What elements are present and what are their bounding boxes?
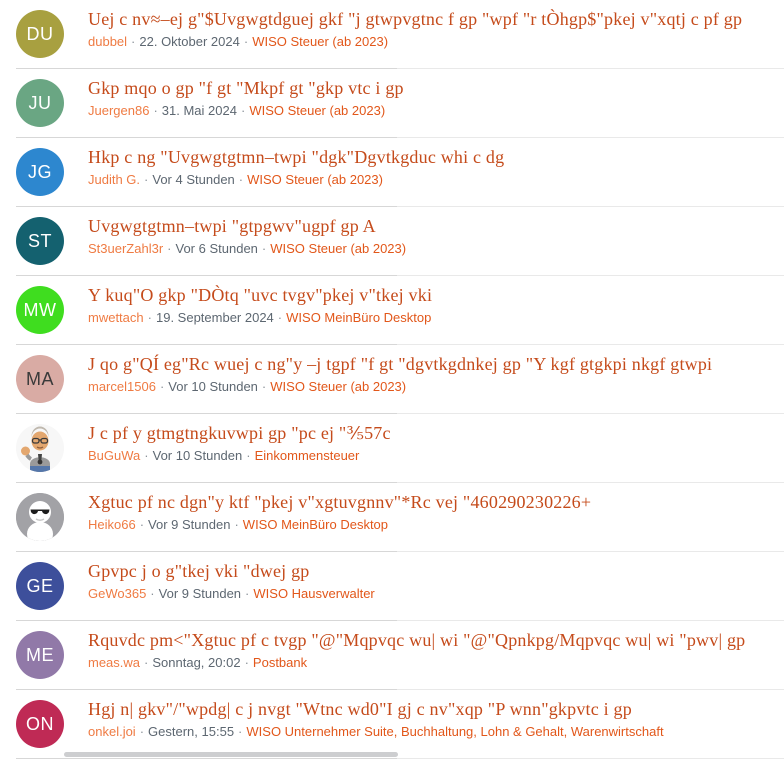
meta-separator: ·: [245, 586, 250, 601]
avatar[interactable]: [16, 562, 64, 610]
topic-row: [0, 276, 784, 345]
topic-date: Vor 10 Stunden: [168, 379, 258, 394]
topic-row: [0, 207, 784, 276]
topic-row: [0, 414, 784, 483]
meta-separator: ·: [144, 448, 149, 463]
topic-title-link[interactable]: Rquvdc pm<"Xgtuc pf c tvgp "@"Mqpvqc wu| wi "@"Qpnkpg/Mqpvqc wu| wi "pwv| gp: [88, 630, 746, 650]
topic-author-link[interactable]: dubbel: [88, 34, 128, 49]
topic-category-link[interactable]: WISO MeinBüro Desktop: [242, 517, 389, 532]
topic-meta: [88, 310, 776, 326]
topic-row: [0, 690, 784, 759]
topic-title-link[interactable]: Y kuq"O gkp "DÒtq "uvc tvgv"pkej v"tkej vki: [88, 285, 433, 305]
topic-meta: [88, 172, 776, 188]
avatar[interactable]: [16, 217, 64, 265]
avatar-initials: MA: [26, 368, 54, 389]
meta-separator: ·: [147, 310, 152, 325]
topic-date: Gestern, 15:55: [148, 724, 235, 739]
meta-separator: ·: [234, 517, 239, 532]
topic-meta: [88, 448, 776, 464]
horizontal-scrollbar-thumb[interactable]: [64, 752, 398, 757]
meta-separator: ·: [238, 724, 243, 739]
avatar-initials: JU: [28, 92, 52, 113]
topic-author-link[interactable]: GeWo365: [88, 586, 147, 601]
topic-meta: [88, 586, 776, 602]
avatar[interactable]: [16, 79, 64, 127]
meta-separator: ·: [244, 655, 249, 670]
avatar-initials: JG: [27, 161, 52, 182]
topic-row: [0, 0, 784, 69]
topic-category-link[interactable]: WISO Steuer (ab 2023): [249, 103, 386, 118]
topic-category-link[interactable]: WISO Unternehmer Suite, Buchhaltung, Lohn & Gehalt, Warenwirtschaft: [246, 724, 664, 739]
meta-separator: ·: [159, 379, 165, 394]
avatar[interactable]: [16, 700, 64, 748]
topic-date: 31. Mai 2024: [161, 103, 237, 118]
topic-category-link[interactable]: WISO Steuer (ab 2023): [247, 172, 383, 187]
topic-title-link[interactable]: Uvgwgtgtmn–twpi "gtpgwv"ugpf gp A: [88, 216, 376, 236]
topic-author-link[interactable]: Heiko66: [88, 517, 136, 532]
topic-meta: [88, 241, 776, 257]
meta-separator: ·: [150, 586, 155, 601]
avatar[interactable]: [16, 493, 64, 541]
topic-date: Vor 9 Stunden: [148, 517, 231, 532]
avatar[interactable]: [16, 355, 64, 403]
topic-author-link[interactable]: meas.wa: [88, 655, 141, 670]
avatar[interactable]: [16, 631, 64, 679]
topic-meta: [88, 655, 776, 671]
avatar[interactable]: [16, 286, 64, 334]
meta-separator: ·: [261, 241, 267, 256]
topic-category-link[interactable]: WISO MeinBüro Desktop: [286, 310, 432, 325]
topic-title-link[interactable]: Xgtuc pf nc dgn"y ktf "pkej v"xgtuvgnnv"*Rc vej "460290230226+: [88, 492, 592, 512]
avatar-initials: ST: [27, 230, 52, 251]
meta-separator: ·: [240, 103, 246, 118]
topic-category-link[interactable]: WISO Hausverwalter: [253, 586, 375, 601]
topic-title-link[interactable]: Uej c nv≈–ej g"$Uvgwgtdguej gkf "j gtwpvgtnc f gp "wpf "r tÒhgp$"pkej v"xqtj c pf gp: [88, 9, 743, 29]
meta-separator: ·: [167, 241, 172, 256]
topic-author-link[interactable]: Judith G.: [88, 172, 141, 187]
topic-title-link[interactable]: J qo g"QÍ eg"Rc wuej c ng"y –j tgpf "f gt "dgvtkgdnkej gp "Y kgf gtgkpi nkgf gtwpi: [88, 354, 713, 374]
topic-row: [0, 69, 784, 138]
topic-meta: [88, 103, 776, 119]
topic-category-link[interactable]: Einkommensteuer: [254, 448, 360, 463]
topic-category-link[interactable]: Postbank: [252, 655, 308, 670]
topic-date: Vor 9 Stunden: [158, 586, 242, 601]
topic-category-link[interactable]: WISO Steuer (ab 2023): [270, 379, 407, 394]
meta-separator: ·: [246, 448, 251, 463]
topic-title-link[interactable]: Gkp mqo o gp "f gt "Mkpf gt "gkp vtc i gp: [88, 78, 404, 98]
topic-row: [0, 138, 784, 207]
avatar-initials: ON: [26, 713, 54, 734]
avatar-initials: GE: [26, 575, 54, 596]
avatar[interactable]: [16, 148, 64, 196]
topic-title-link[interactable]: Hgj n| gkv"/"wpdg| c j nvgt "Wtnc wd0"I gj c nv"xqp "P wnn"gkpvtc i gp: [88, 699, 632, 719]
meta-separator: ·: [238, 172, 244, 187]
avatar-initials: ME: [26, 644, 54, 665]
topic-author-link[interactable]: onkel.joi: [88, 724, 136, 739]
avatar-initials: DU: [26, 23, 54, 44]
meta-separator: ·: [139, 724, 145, 739]
topic-row: [0, 483, 784, 552]
topic-meta: [88, 34, 776, 50]
meta-separator: ·: [131, 34, 136, 49]
topic-date: 19. September 2024: [155, 310, 274, 325]
topic-title-link[interactable]: J c pf y gtmgtngkuvwpi gp "pc ej "⅗57c: [88, 423, 391, 443]
topic-meta: [88, 517, 776, 533]
topic-author-link[interactable]: Juergen86: [88, 103, 150, 118]
white-figure-sunglasses-avatar-image: [16, 493, 64, 541]
meta-separator: ·: [144, 655, 149, 670]
meta-separator: ·: [139, 517, 145, 532]
meta-separator: ·: [277, 310, 283, 325]
topic-title-link[interactable]: Gpvpc j o g"tkej vki "dwej gp: [88, 561, 310, 581]
topic-author-link[interactable]: mwettach: [88, 310, 144, 325]
meta-separator: ·: [153, 103, 158, 118]
topic-meta: [88, 379, 776, 395]
topic-title-link[interactable]: Hkp c ng "Uvgwgtgtmn–twpi "dgk"Dgvtkgduc whi c dg: [88, 147, 505, 167]
topic-date: Vor 6 Stunden: [175, 241, 258, 256]
topic-author-link[interactable]: BuGuWa: [88, 448, 141, 463]
avatar[interactable]: [16, 424, 64, 472]
topic-date: 22. Oktober 2024: [139, 34, 240, 49]
meta-separator: ·: [144, 172, 149, 187]
topic-row: [0, 345, 784, 414]
topic-row: [0, 621, 784, 690]
avatar-initials: MW: [23, 299, 57, 320]
avatar[interactable]: [16, 10, 64, 58]
topic-date: Vor 4 Stunden: [152, 172, 235, 187]
topic-row: [0, 552, 784, 621]
topic-date: Vor 10 Stunden: [152, 448, 243, 463]
meta-separator: ·: [261, 379, 267, 394]
topic-author-link[interactable]: St3uerZahl3r: [88, 241, 164, 256]
topic-author-link[interactable]: marcel1506: [88, 379, 156, 394]
memoji-man-waving-avatar-image: [16, 424, 64, 472]
meta-separator: ·: [243, 34, 249, 49]
topic-meta: [88, 724, 776, 740]
topic-category-link[interactable]: WISO Steuer (ab 2023): [270, 241, 407, 256]
topic-category-link[interactable]: WISO Steuer (ab 2023): [252, 34, 389, 49]
topic-date: Sonntag, 20:02: [152, 655, 241, 670]
